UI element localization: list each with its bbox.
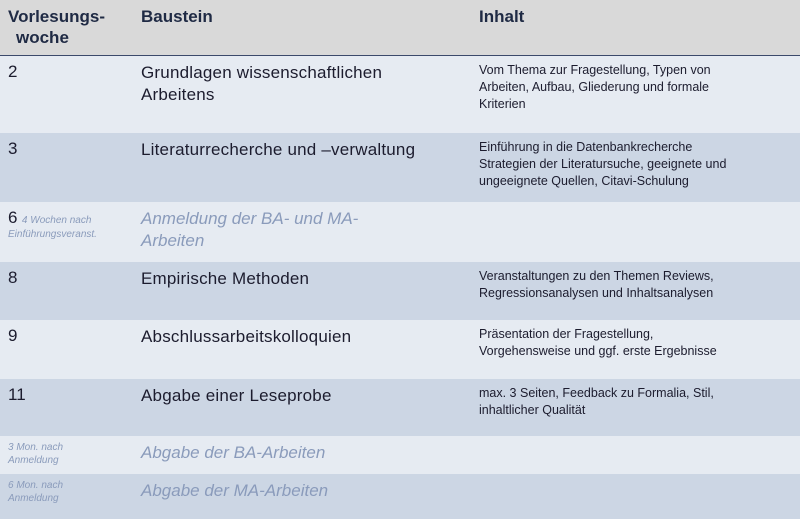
content-cell (479, 268, 779, 302)
table-header (0, 0, 800, 56)
week-note: 6 Mon. nach (8, 480, 64, 491)
content-line: ungeeignete Quellen, Citavi-Schulung (479, 174, 689, 188)
content-line: Vorgehensweise und ggf. erste Ergebnisse (479, 344, 717, 358)
header-week-line2: woche (16, 28, 69, 47)
week-cell (8, 208, 97, 241)
block-cell (141, 385, 431, 407)
block-cell (141, 208, 431, 252)
block-cell (141, 442, 431, 464)
table-row (0, 202, 800, 262)
block-line: Anmeldung der BA- und MA- (141, 209, 359, 228)
content-line: inhaltlicher Qualität (479, 403, 586, 417)
table-row (0, 436, 800, 474)
content-line: Strategien der Literatursuche, geeignete und (479, 157, 727, 171)
table-row (0, 379, 800, 436)
header-week-line1: Vorlesungs- (8, 7, 105, 26)
block-cell (141, 480, 431, 502)
content-line: Veranstaltungen zu den Themen Reviews, (479, 269, 714, 283)
block-line: Abschlussarbeitskolloquien (141, 327, 352, 346)
table-row (0, 133, 800, 202)
content-cell (479, 385, 779, 419)
content-cell (479, 139, 779, 190)
content-cell (479, 62, 779, 113)
content-line: Arbeiten, Aufbau, Gliederung und formale (479, 80, 710, 94)
header-content: Inhalt (479, 7, 525, 26)
table-row (0, 474, 800, 519)
block-cell (141, 326, 431, 348)
week-note: 3 Mon. nach (8, 442, 64, 453)
block-cell (141, 62, 431, 106)
week-cell: 11 (8, 385, 26, 404)
header-week (8, 6, 105, 48)
content-line: Präsentation der Fragestellung, (479, 327, 654, 341)
block-line: Arbeitens (141, 85, 215, 104)
header-block: Baustein (141, 7, 213, 26)
block-line: Abgabe der MA-Arbeiten (141, 481, 329, 500)
block-line: Literaturrecherche und –verwaltung (141, 140, 416, 159)
block-line: Empirische Methoden (141, 269, 310, 288)
content-cell (479, 326, 779, 360)
content-line: Vom Thema zur Fragestellung, Typen von (479, 63, 711, 77)
week-cell (8, 441, 63, 467)
week-cell: 8 (8, 268, 18, 287)
block-line: Abgabe der BA-Arbeiten (141, 443, 326, 462)
table-row (0, 56, 800, 133)
block-cell (141, 139, 431, 161)
content-line: Kriterien (479, 97, 526, 111)
week-cell: 2 (8, 62, 18, 81)
week-note: Anmeldung (8, 455, 59, 466)
week-note: Einführungsveranst. (8, 229, 97, 240)
block-cell (141, 268, 431, 290)
week-cell: 3 (8, 139, 18, 158)
week-note: Anmeldung (8, 493, 59, 504)
week-note: 4 Wochen nach (21, 215, 92, 226)
block-line: Abgabe einer Leseprobe (141, 386, 332, 405)
content-line: Regressionsanalysen und Inhaltsanalysen (479, 286, 714, 300)
content-line: max. 3 Seiten, Feedback zu Formalia, Stil, (479, 386, 714, 400)
table-row (0, 320, 800, 379)
week-number: 6 (8, 208, 18, 227)
content-line: Einführung in die Datenbankrecherche (479, 140, 693, 154)
table-row (0, 262, 800, 320)
block-line: Arbeiten (141, 231, 205, 250)
week-cell (8, 479, 63, 505)
block-line: Grundlagen wissenschaftlichen (141, 63, 383, 82)
week-cell: 9 (8, 326, 18, 345)
